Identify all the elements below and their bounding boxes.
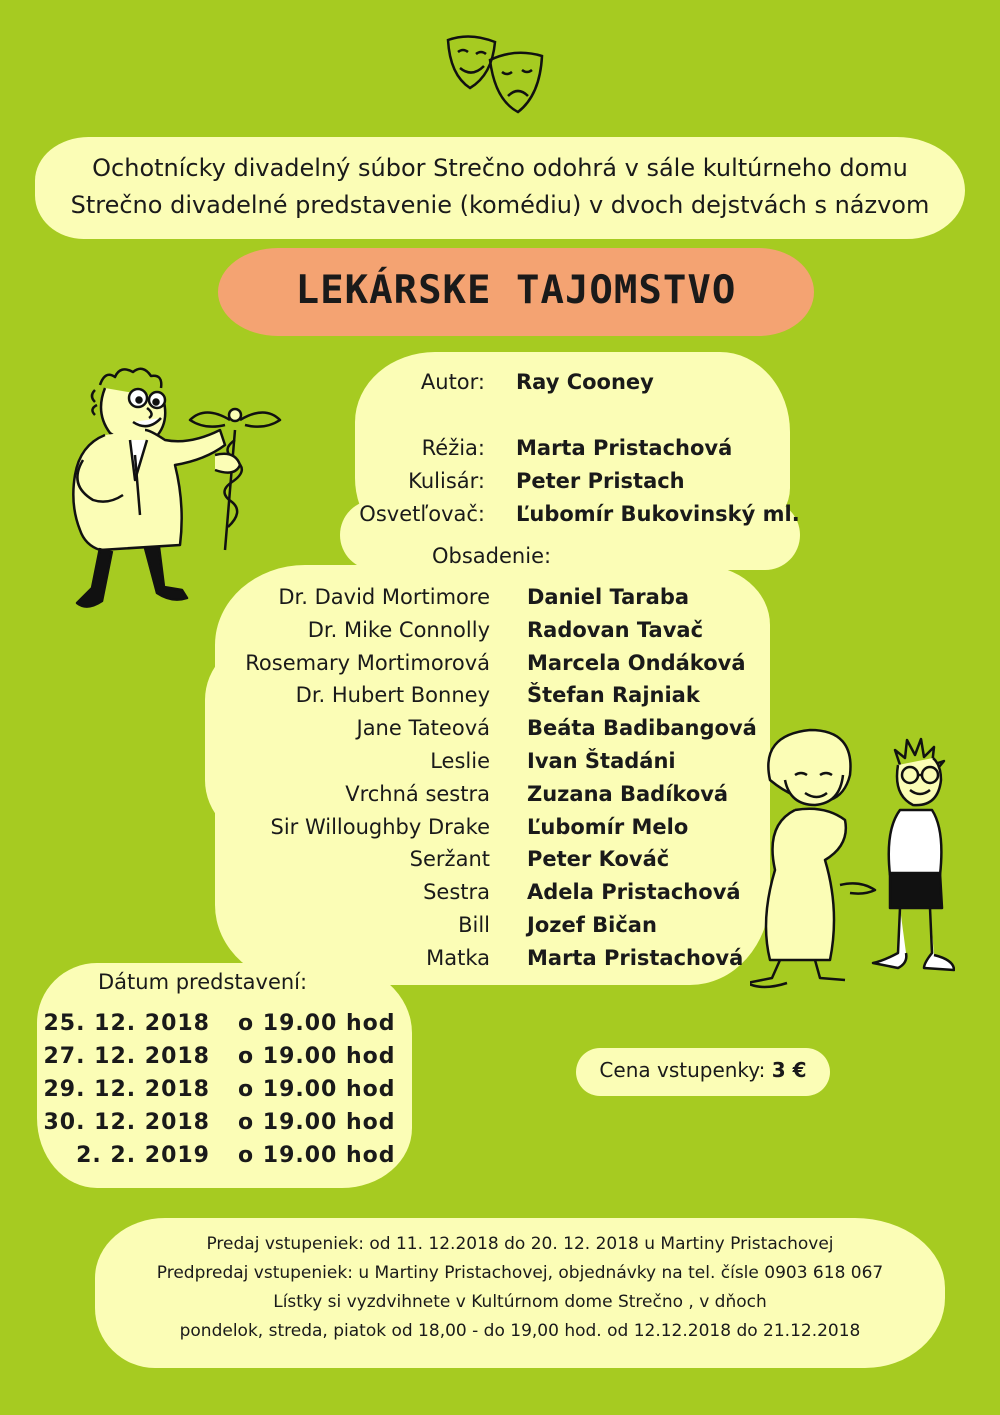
performance-time: o 19.00 hod bbox=[238, 1077, 396, 1102]
cast-role: Dr. David Mortimore bbox=[278, 585, 490, 609]
credit-value: Peter Pristach bbox=[516, 469, 685, 493]
cast-actor: Marcela Ondáková bbox=[527, 650, 746, 675]
dates-label: Dátum predstavení: bbox=[98, 970, 308, 994]
ticket-info-line: Predaj vstupeniek: od 11. 12.2018 do 20. 12. 2018 u Martiny Pristachovej bbox=[206, 1234, 834, 1254]
performance-date: 2. 2. 2019 bbox=[76, 1143, 210, 1168]
credit-value: Ľubomír Bukovinský ml. bbox=[516, 502, 800, 526]
credit-label: Réžia: bbox=[421, 436, 485, 460]
cast-actor: Zuzana Badíková bbox=[527, 781, 729, 806]
intro-text bbox=[40, 150, 960, 224]
ticket-info-line: Lístky si vyzdvihnete v Kultúrnom dome Strečno , v dňoch bbox=[273, 1292, 767, 1312]
cast-actor: Štefan Rajniak bbox=[527, 683, 700, 708]
performance-row bbox=[50, 1139, 396, 1172]
cast-actor: Marta Pristachová bbox=[527, 945, 744, 970]
cast-role: Jane Tateová bbox=[356, 716, 490, 741]
intro-line: Ochotnícky divadelný súbor Strečno odohrá v sále kultúrneho domu bbox=[92, 154, 908, 182]
credit-label: Kulisár: bbox=[408, 469, 485, 493]
performance-row bbox=[43, 1040, 396, 1073]
cast-actor: Ľubomír Melo bbox=[527, 814, 689, 839]
performance-row bbox=[43, 1007, 396, 1040]
ticket-info-line: Predpredaj vstupeniek: u Martiny Pristachovej, objednávky na tel. čísle 0903 618 067 bbox=[156, 1263, 884, 1283]
cast-role: Seržant bbox=[409, 847, 490, 872]
performance-time: o 19.00 hod bbox=[238, 1143, 396, 1168]
cast-role: Dr. Hubert Bonney bbox=[295, 683, 490, 708]
performance-date: 25. 12. 2018 bbox=[43, 1011, 210, 1036]
theatre-masks-icon bbox=[440, 30, 550, 120]
play-title: LEKÁRSKE TAJOMSTVO bbox=[295, 268, 737, 313]
cast-actor: Jozef Bičan bbox=[527, 913, 657, 937]
cast-role: Dr. Mike Connolly bbox=[307, 617, 490, 642]
performance-date: 30. 12. 2018 bbox=[43, 1110, 210, 1135]
intro-line: Strečno divadelné predstavenie (komédiu) v dvoch dejstvách s názvom bbox=[70, 191, 930, 219]
cast-role: Vrchná sestra bbox=[345, 781, 490, 806]
price-label: Cena vstupenky: bbox=[599, 1058, 766, 1082]
performance-time: o 19.00 hod bbox=[238, 1110, 396, 1135]
credit-label: Autor: bbox=[420, 370, 485, 394]
cast-role: Bill bbox=[458, 913, 490, 937]
performance-time: o 19.00 hod bbox=[238, 1011, 396, 1036]
ticket-info bbox=[95, 1230, 945, 1346]
cast-actor: Daniel Taraba bbox=[527, 585, 690, 609]
cast-role: Matka bbox=[426, 945, 490, 970]
performance-date: 27. 12. 2018 bbox=[43, 1044, 210, 1069]
performance-row bbox=[43, 1073, 396, 1106]
cast-actor: Ivan Štadáni bbox=[527, 749, 676, 773]
cast-role: Leslie bbox=[430, 749, 490, 773]
cast-actor: Peter Kováč bbox=[527, 847, 670, 872]
credit-value: Marta Pristachová bbox=[516, 436, 733, 460]
cast-role: Rosemary Mortimorová bbox=[245, 650, 490, 675]
cast-actor: Radovan Tavač bbox=[527, 617, 704, 642]
cast-actor: Adela Pristachová bbox=[527, 880, 741, 905]
ticket-info-line: pondelok, streda, piatok od 18,00 - do 19,00 hod. od 12.12.2018 do 21.12.2018 bbox=[179, 1321, 861, 1341]
performance-row bbox=[43, 1106, 396, 1139]
cast-role: Sir Willoughby Drake bbox=[270, 814, 490, 839]
ticket-price bbox=[576, 1058, 830, 1082]
cast-role: Sestra bbox=[423, 880, 490, 905]
doctor-with-caduceus-illustration bbox=[35, 360, 290, 625]
performance-time: o 19.00 hod bbox=[238, 1044, 396, 1069]
cast-actor: Beáta Badibangová bbox=[527, 716, 757, 741]
cast-heading: Obsadenie: bbox=[432, 544, 552, 568]
credit-label: Osvetľovač: bbox=[359, 502, 485, 526]
performance-date: 29. 12. 2018 bbox=[43, 1077, 210, 1102]
credit-value: Ray Cooney bbox=[516, 370, 654, 394]
mother-and-boy-illustration bbox=[750, 725, 955, 990]
price-value: 3 € bbox=[771, 1058, 807, 1082]
